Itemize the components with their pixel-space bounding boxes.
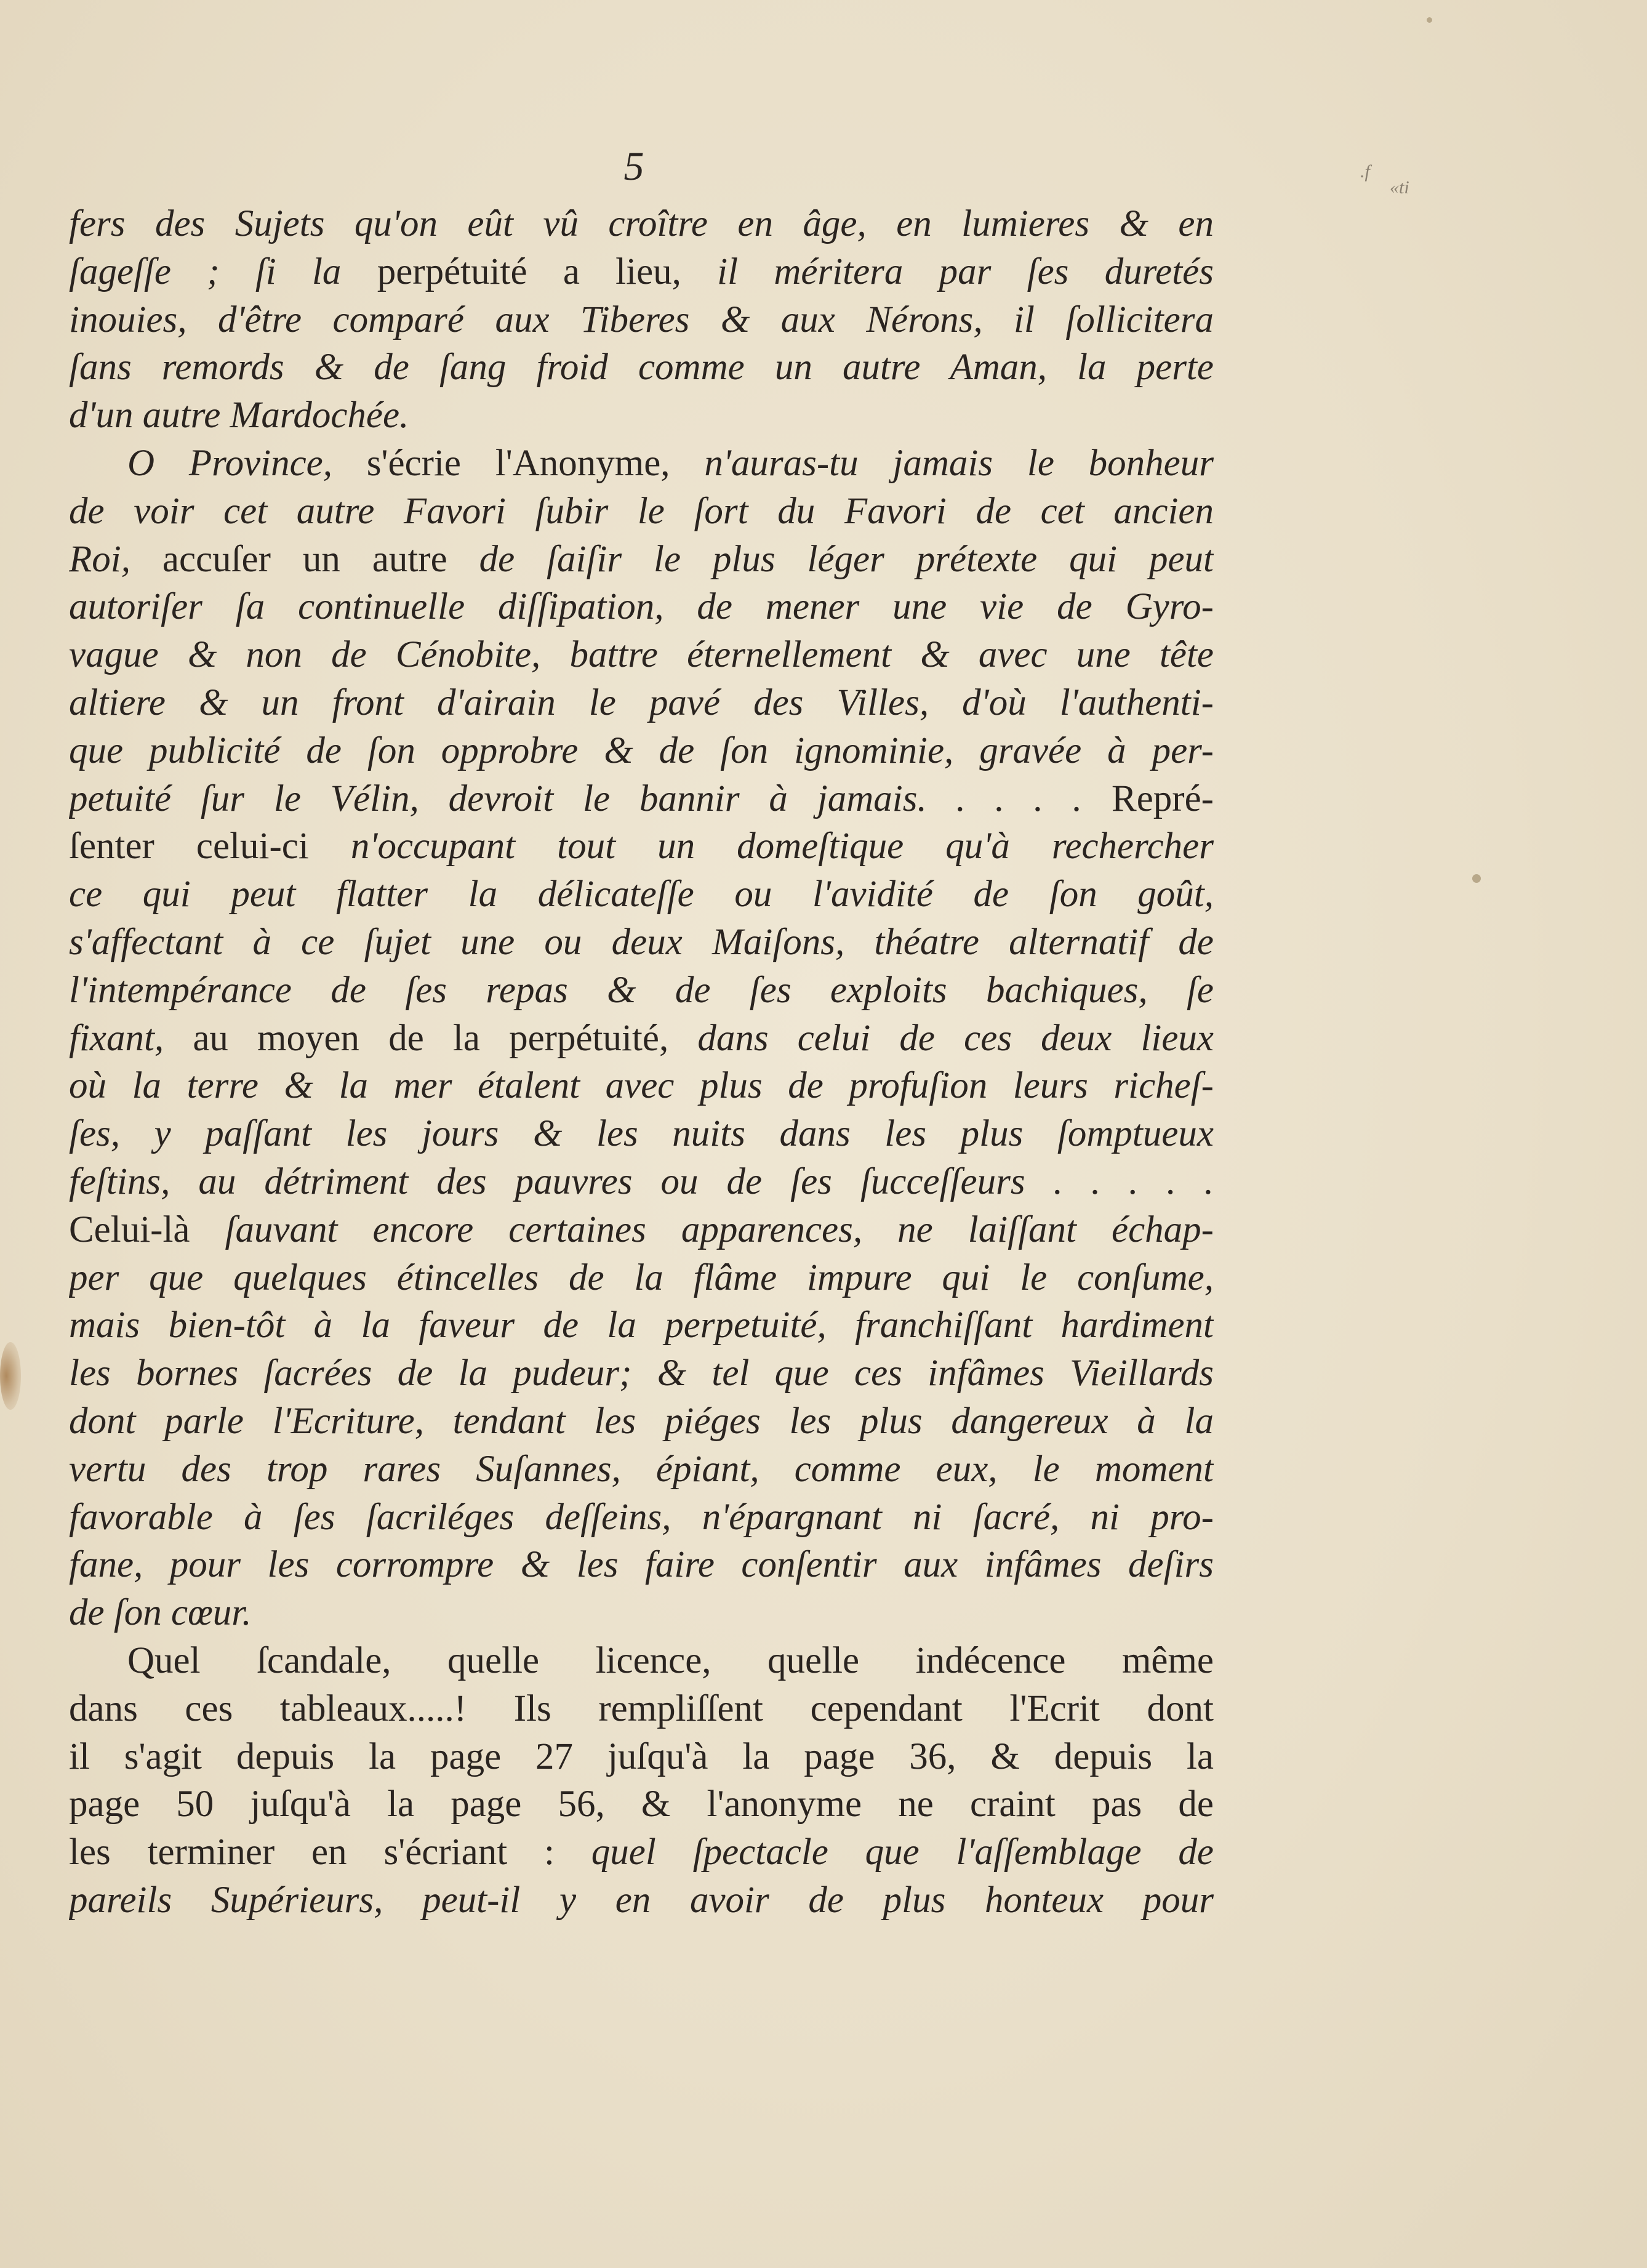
roman-text-run: Celui-là [69,1208,225,1250]
text-line [69,1780,1214,1828]
text-line [69,1828,1214,1876]
text-line [69,344,1214,392]
roman-text-run: page 50 juſqu'à la page 56, & l'anonyme ne craint pas de [69,1783,1214,1825]
italic-text-run: où la terre & la mer étalent avec plus de profuſion leurs richeſ- [69,1065,1214,1107]
italic-text-run: de voir cet autre Favori ſubir le ſort du Favori de cet ancien [69,490,1214,532]
roman-text-run: accuſer un autre [162,538,479,580]
text-line [69,1589,1214,1637]
italic-text-run: que publicité de ſon opprobre & de ſon ignominie, gravée à per- [69,730,1214,771]
italic-text-run: mais bien-tôt à la faveur de la perpetuité, franchiſſant hardiment [69,1305,1214,1346]
text-line [69,1062,1214,1110]
italic-text-run: fixant, [69,1017,193,1059]
text-line [69,679,1214,727]
italic-text-run: dont parle l'Ecriture, tendant les piéges les plus dangereux à la [69,1400,1214,1442]
text-line [69,1110,1214,1158]
text-line [69,488,1214,536]
text-line [69,1685,1214,1733]
text-line [69,296,1214,344]
text-line [69,200,1214,248]
text-line [69,583,1214,631]
italic-text-run: per que quelques étincelles de la flâme impure qui le conſume, [69,1257,1214,1298]
italic-text-run: pareils Supérieurs, peut-il y en avoir de plus honteux pour [69,1879,1214,1921]
text-line [69,631,1214,679]
text-line [69,1206,1214,1254]
roman-text-run: il s'agit depuis la page 27 juſqu'à la page 36, & depuis la [69,1735,1214,1777]
italic-text-run: ſans remords & de ſang froid comme un autre Aman, la perte [69,347,1214,388]
italic-text-run: ce qui peut flatter la délicateſſe ou l'avidité de ſon goût, [69,874,1214,915]
italic-text-run: altiere & un front d'airain le pavé des Villes, d'où l'authenti- [69,682,1214,723]
italic-text-run: il méritera par ſes duretés [717,251,1214,292]
paper-speck [1427,17,1432,23]
italic-text-run: n'occupant tout un domeſtique qu'à rechercher [350,826,1214,867]
paper-stain [0,1342,21,1410]
text-line [69,1446,1214,1494]
text-line [69,1158,1214,1206]
italic-text-run: ſauvant encore certaines apparences, ne laiſſant échap- [225,1208,1214,1250]
page-number: 5 [623,144,644,189]
text-line [69,440,1214,488]
roman-text-run: au moyen de la perpétuité, [193,1017,698,1059]
text-line [69,1876,1214,1924]
italic-text-run: petuité ſur le Vélin, devroit le bannir à jamais. . . . . [69,778,1112,819]
italic-text-run: autoriſer ſa continuelle diſſipation, de mener une vie de Gyro- [69,586,1214,628]
text-line [69,775,1214,823]
roman-text-run: ſenter celui-ci [69,826,351,867]
italic-text-run: n'auras-tu jamais le bonheur [704,442,1214,484]
text-line [69,1494,1214,1542]
text-line [69,967,1214,1015]
italic-text-run: ſageſſe ; ſi la [69,251,377,292]
margin-mark: «ti [1390,177,1409,198]
roman-text-run: perpétuité a lieu, [377,251,718,292]
italic-text-run: de ſaiſir le plus léger prétexte qui peut [479,538,1214,580]
text-line [69,822,1214,871]
text-line [69,536,1214,584]
text-line [69,871,1214,919]
italic-text-run: d'un autre Mardochée. [69,395,409,436]
body-text [69,200,1214,1924]
text-line [69,1637,1214,1685]
italic-text-run: fers des Sujets qu'on eût vû croître en âge, en lumieres & en [69,203,1214,244]
italic-text-run: favorable à ſes ſacriléges deſſeins, n'épargnant ni ſacré, ni pro- [69,1496,1214,1538]
paper-speck [1472,874,1481,883]
italic-text-run: O Province, [127,442,367,484]
italic-text-run: feſtins, au détriment des pauvres ou de ſes ſucceſſeurs . . . . . [69,1160,1214,1202]
italic-text-run: vague & non de Cénobite, battre éternellement & avec une tête [69,634,1214,676]
text-line [69,1733,1214,1781]
text-line [69,1301,1214,1349]
italic-text-run: l'intempérance de ſes repas & de ſes exploits bachiques, ſe [69,969,1214,1011]
roman-text-run: les terminer en s'écriant : [69,1832,591,1873]
italic-text-run: quel ſpectacle que l'aſſemblage de [591,1832,1214,1873]
italic-text-run: fane, pour les corrompre & les faire conſentir aux infâmes deſirs [69,1544,1214,1586]
text-line [69,248,1214,296]
roman-text-run: Repré- [1112,778,1214,819]
margin-mark: .f [1360,161,1370,182]
text-line [69,1015,1214,1063]
roman-text-run: dans ces tableaux.....! Ils rempliſſent cependant l'Ecrit dont [69,1687,1214,1729]
text-line [69,1541,1214,1589]
italic-text-run: Roi, [69,538,162,580]
text-line [69,1349,1214,1397]
italic-text-run: de ſon cœur. [69,1592,252,1634]
italic-text-run: vertu des trop rares Suſannes, épiant, comme eux, le moment [69,1448,1214,1490]
text-line [69,392,1214,440]
italic-text-run: ſes, y paſſant les jours & les nuits dans les plus ſomptueux [69,1113,1214,1155]
text-line [69,919,1214,967]
text-line [69,1254,1214,1302]
italic-text-run: dans celui de ces deux lieux [697,1017,1214,1059]
italic-text-run: s'affectant à ce ſujet une ou deux Maiſons, théatre alternatif de [69,921,1214,963]
roman-text-run: Quel ſcandale, quelle licence, quelle indécence même [127,1639,1214,1681]
text-line [69,1397,1214,1446]
text-line [69,727,1214,775]
italic-text-run: les bornes ſacrées de la pudeur; & tel que ces infâmes Vieillards [69,1353,1214,1394]
italic-text-run: inouies, d'être comparé aux Tiberes & aux Nérons, il ſollicitera [69,299,1214,340]
roman-text-run: s'écrie l'Anonyme, [366,442,705,484]
